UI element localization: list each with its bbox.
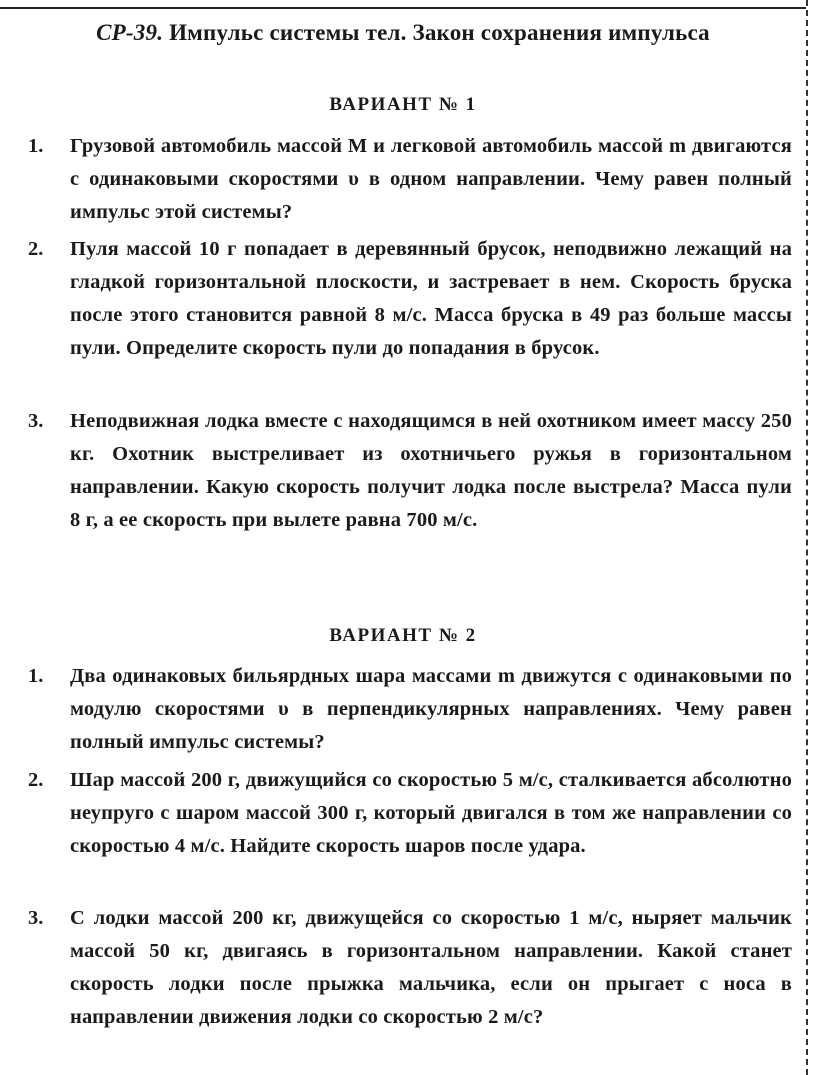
- variant-1-problem-1: [28, 130, 792, 229]
- problem-number: 1.: [28, 135, 44, 157]
- worksheet-title: Импульс системы тел. Закон сохранения импульса: [169, 20, 710, 45]
- variant-1-problem-2: [28, 233, 792, 365]
- problem-text: Шар массой 200 г, движущийся со скоростью 5 м/с, сталкивается абсолютно неупруго с шаром массой 300 г, который двигался в том же направлении со скоростью 4 м/с. Найдите скорость шаров после удара.: [70, 769, 792, 857]
- problem-text: С лодки массой 200 кг, движущейся со скоростью 1 м/с, ныряет мальчик массой 50 кг, двигаясь в горизонтальном направлении. Какой станет скорость лодки после прыжка мальчика, если он прыгает с носа в направлении движения лодки со скоростью 2 м/с?: [70, 907, 792, 1028]
- worksheet-code: СР-39.: [96, 20, 164, 45]
- problem-text: Пуля массой 10 г попадает в деревянный брусок, неподвижно лежащий на гладкой горизонтальной плоскости, и застревает в нем. Скорость бруска после этого становится равной 8 м/с. Масса бруска в 49 раз больше массы пули. Определите скорость пули до попадания в брусок.: [70, 238, 792, 359]
- right-border-dashed-line: [806, 0, 808, 1075]
- variant-2-heading: ВАРИАНТ № 2: [329, 625, 477, 646]
- variant-2-problem-3: [28, 902, 792, 1034]
- problem-number: 3.: [28, 410, 44, 432]
- variant-2-problem-2: [28, 764, 792, 863]
- problem-text: Неподвижная лодка вместе с находящимся в ней охотником имеет массу 250 кг. Охотник выстреливает из охотничьего ружья в горизонтальном направлении. Какую скорость получит лодка после выстрела? Масса пули 8 г, а ее скорость при вылете равна 700 м/с.: [70, 410, 792, 531]
- problem-number: 3.: [28, 907, 44, 929]
- problem-text: Два одинаковых бильярдных шара массами m движутся с одинаковыми по модулю скоростями υ в перпендикулярных направлениях. Чему равен полный импульс системы?: [70, 665, 792, 753]
- problem-number: 2.: [28, 238, 44, 260]
- problem-text: Грузовой автомобиль массой M и легковой автомобиль массой m двигаются с одинаковыми скоростями υ в одном направлении. Чему равен полный импульс этой системы?: [70, 135, 792, 223]
- page-title: [0, 20, 806, 46]
- problem-number: 1.: [28, 665, 44, 687]
- variant-1-heading: ВАРИАНТ № 1: [329, 94, 477, 115]
- variant-2-problem-1: [28, 660, 792, 759]
- variant-1-problem-3: [28, 405, 792, 537]
- problem-number: 2.: [28, 769, 44, 791]
